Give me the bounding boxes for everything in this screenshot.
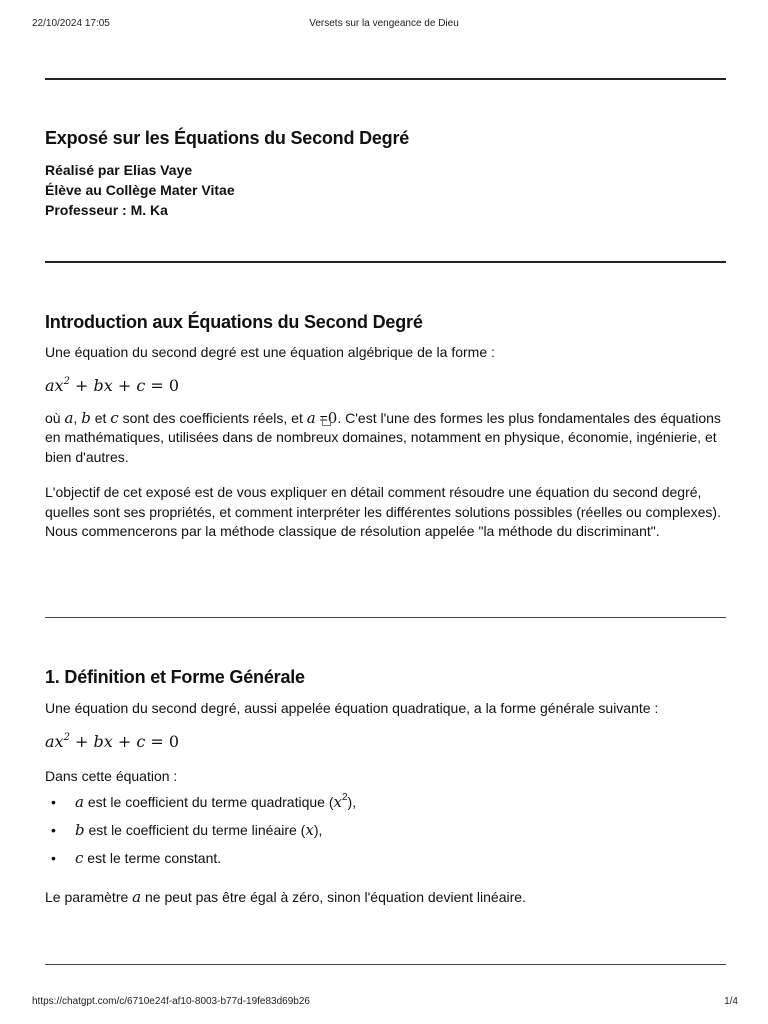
paragraph: où a, b et c sont des coefficients réels, et a =0. C'est l'une des formes les plus fondamentales des équations en mathématiques, utilisées dans de nombreux domaines, notamment en physique, économie, ingénierie, et bien d'autres. xyxy=(45,408,721,465)
title-block xyxy=(45,128,726,220)
section-heading: Introduction aux Équations du Second Degré xyxy=(45,312,423,332)
divider xyxy=(45,617,726,618)
equation: $ax^2$ + bx + c = 0 xyxy=(45,375,180,395)
teacher-line: Professeur : M. Ka xyxy=(45,202,168,218)
print-url[interactable]: https://chatgpt.com/c/6710e24f-af10-8003-b77d-19fe83d69b26 xyxy=(32,996,310,1007)
not-equal-glyph: = xyxy=(320,409,328,429)
paragraph: Le paramètre a ne peut pas être égal à zéro, sinon l'équation devient linéaire. xyxy=(45,888,526,906)
print-page-number: 1/4 xyxy=(724,996,738,1007)
section-heading: 1. Définition et Forme Générale xyxy=(45,667,305,687)
print-datetime: 22/10/2024 17:05 xyxy=(32,18,110,29)
divider xyxy=(45,964,726,965)
print-page-title: Versets sur la vengeance de Dieu xyxy=(309,18,459,29)
list-item: • a est le coefficient du terme quadratique $(x^2)$, xyxy=(51,792,357,811)
school-line: Élève au Collège Mater Vitae xyxy=(45,182,235,198)
paragraph: Une équation du second degré est une équation algébrique de la forme : xyxy=(45,344,495,360)
paragraph: L'objectif de cet exposé est de vous expliquer en détail comment résoudre une équation du second degré, quelles sont ses propriétés, et comment interpréter les différentes solutions possibles (réelles ou complexes). Nous commencerons par la méthode classique de résolution appelée "la méthode du discriminant". xyxy=(45,484,721,539)
author-info xyxy=(45,160,726,220)
equation: $ax^2$ + bx + c = 0 xyxy=(45,731,180,751)
divider xyxy=(45,78,726,80)
divider xyxy=(45,261,726,263)
author-line: Réalisé par Elias Vaye xyxy=(45,162,193,178)
intro-section xyxy=(45,312,726,542)
list-item: • c est le terme constant. xyxy=(51,849,222,867)
list-item: • b est le coefficient du terme linéaire (x), xyxy=(51,821,323,839)
paragraph: Une équation du second degré, aussi appelée équation quadratique, a la forme générale suivante : xyxy=(45,700,659,716)
paragraph: Dans cette équation : xyxy=(45,767,178,784)
coefficient-list xyxy=(45,788,726,872)
section-1 xyxy=(45,667,726,908)
document-title: Exposé sur les Équations du Second Degré xyxy=(45,128,410,148)
